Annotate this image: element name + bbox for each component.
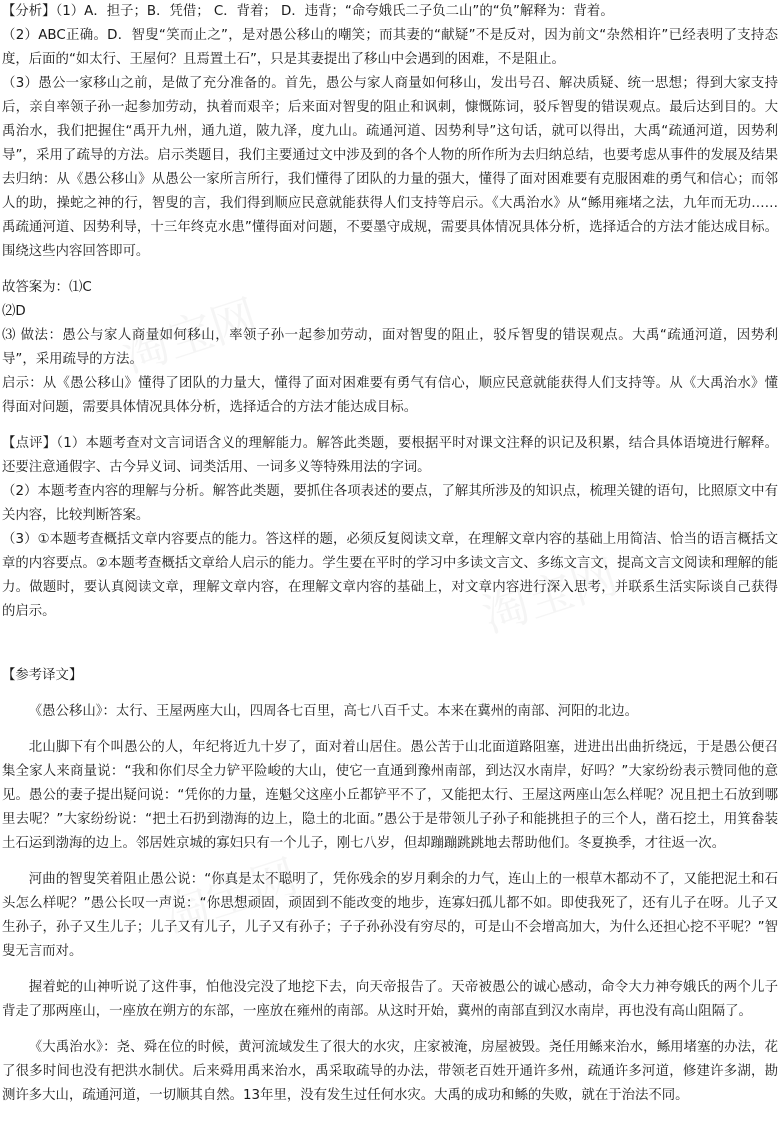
- translation-para3: 河曲的智叟笑着阻止愚公说：“你真是太不聪明了，凭你残余的岁月剩余的力气，连山上的一根草木都动不了，又能把泥土和石头怎么样呢？”愚公长叹一声说：“你思想顽固，顽固到不能改变的地步，连寡妇孤儿都不如。即使我死了，还有儿子在呀。儿子又生孙子，孙子又生儿子；儿子又有儿子，儿子又有孙子；子子孙孙没有穷尽的，可是山不会增高加大，为什么还担心挖不平呢？”智叟无言而对。: [2, 872, 778, 959]
- review-part3: （3）①本题考查概括文章内容要点的能力。答这样的题，必须反复阅读文章，在理解文章内容的基础上用简洁、恰当的语言概括文章的内容要点。②本题考查概括文章给人启示的能力。学生要在平时的学习中多读文言文、多练文言文，提高文言文阅读和理解的能力。做题时，要认真阅读文章，理解文章内容，在理解文章内容的基础上，对文章内容进行深入思考，并联系生活实际谈自己获得的启示。: [2, 532, 778, 619]
- answer-line3: ⑶ 做法：愚公与家人商量如何移山，率领子孙一起参加劳动，面对智叟的阻止，驳斥智叟的错误观点。大禹“疏通河道，因势利导”，采用疏导的方法。: [2, 328, 778, 367]
- answer-line4: 启示：从《愚公移山》懂得了团队的力量大，懂得了面对困难要有勇气有信心，顺应民意就能获得人们支持等。从《大禹治水》懂得面对问题，需要具体情况具体分析，选择适合的方法才能达成目标。: [2, 376, 778, 415]
- review-part2: （2）本题考查内容的理解与分析。解答此类题，要抓住各项表述的要点，了解其所涉及的知识点，梳理关键的语句，比照原文中有关内容，比较判断答案。: [2, 484, 778, 523]
- answer-line1: 故答案为：⑴C: [2, 280, 92, 295]
- analysis-part3: （3）愚公一家移山之前，是做了充分准备的。首先，愚公与家人商量如何移山，发出号召、解决质疑、统一思想；得到大家支持后，亲自率领子孙一起参加劳动，执着而艰辛；后来面对智叟的阻止和讽刺，慷慨陈词，驳斥智叟的错误观点。最后达到目的。大禹治水，我们把握住“禹开九州，通九道，陂九泽，度九山。疏通河道、因势利导”这句话，就可以得出，大禹“疏通河道，因势利导”，采用了疏导的方法。启示类题目，我们主要通过文中涉及到的各个人物的所作所为去归纳总结，也要考虑从事件的发展及结果去归纳：从《愚公移山》从愚公一家所言所行，我们懂得了团队的力量的强大，懂得了面对困难要有克服困难的勇气和信心；而邻人的助，操蛇之神的行，智叟的言，我们得到顺应民意就能获得人们支持等启示。《大禹治水》从“鲧用雍堵之法，九年而无功……禹疏通河道、因势利导，十三年终克水患”懂得面对问题，不要墨守成规，需要具体情况具体分析，选择适合的方法才能达成目标。围绕这些内容回答即可。: [2, 76, 778, 259]
- translation-para4: 握着蛇的山神听说了这件事，怕他没完没了地挖下去，向天帝报告了。天帝被愚公的诚心感动，命令大力神夸娥氏的两个儿子背走了那两座山，一座放在朔方的东部，一座放在雍州的南部。从这时开始，冀州的南部直到汉水南岸，再也没有高山阻隔了。: [2, 980, 778, 1019]
- translation-para1: 《愚公移山》：太行、王屋两座大山，四周各七百里，高七八百千丈。本来在冀州的南部、河阳的北边。: [28, 704, 639, 719]
- translation-para2: 北山脚下有个叫愚公的人，年纪将近九十岁了，面对着山居住。愚公苦于山北面道路阻塞，进进出出曲折绕远，于是愚公便召集全家人来商量说：“我和你们尽全力铲平险峻的大山，使它一直通到豫州南部，到达汉水南岸，好吗？”大家纷纷表示赞同他的意见。愚公的妻子提出疑问说：“凭你的力量，连魁父这座小丘都铲平不了，又能把太行、王屋这两座山怎么样呢？况且把土石放到哪里去呢？”大家纷纷说：“把土石扔到渤海的边上，隐土的北面。”愚公于是带领儿子孙子和能挑担子的三个人，凿石挖土，用箕畚装土石运到渤海的边上。邻居姓京城的寡妇只有一个儿子，刚七八岁，但却蹦蹦跳跳地去帮助他们。冬夏换季，才往返一次。: [2, 740, 778, 851]
- translation-para5: 《大禹治水》：尧、舜在位的时候，黄河流域发生了很大的水灾，庄家被淹，房屋被毁。尧任用鲧来治水，鲧用堵塞的办法，花了很多时间也没有把洪水制伏。后来舜用禹来治水，禹采取疏导的办法，带领老百姓开通许多州，疏通许多河道，修建许多湖，勘测许多大山，疏通河道，一切顺其自然。13年里，没有发生过任何水灾。大禹的成功和鲧的失败，就在于治法不同。: [2, 1040, 778, 1103]
- answer-line2: ⑵D: [2, 304, 26, 319]
- analysis-part2: （2）ABC正确。D．智叟“笑而止之”，是对愚公移山的嘲笑；而其妻的“献疑”不是反对，因为前文“杂然相许”已经表明了支持态度，后面的“如太行、王屋何？且焉置土石”，只是其妻提出了移山中会遇到的困难，不是阻止。: [2, 28, 778, 67]
- analysis-part1: 【分析】（1）A．担子；B．凭借； C．背着； D．违背；“命夸娥氏二子负二山”的“负”解释为：背着。: [2, 4, 614, 19]
- review-part1: 【点评】（1）本题考查对文言词语含义的理解能力。解答此类题，要根据平时对课文注释的识记及积累，结合具体语境进行解释。还要注意通假字、古今异义词、词类活用、一词多义等特殊用法的字词。: [2, 436, 778, 475]
- translation-heading: 【参考译文】: [2, 668, 83, 683]
